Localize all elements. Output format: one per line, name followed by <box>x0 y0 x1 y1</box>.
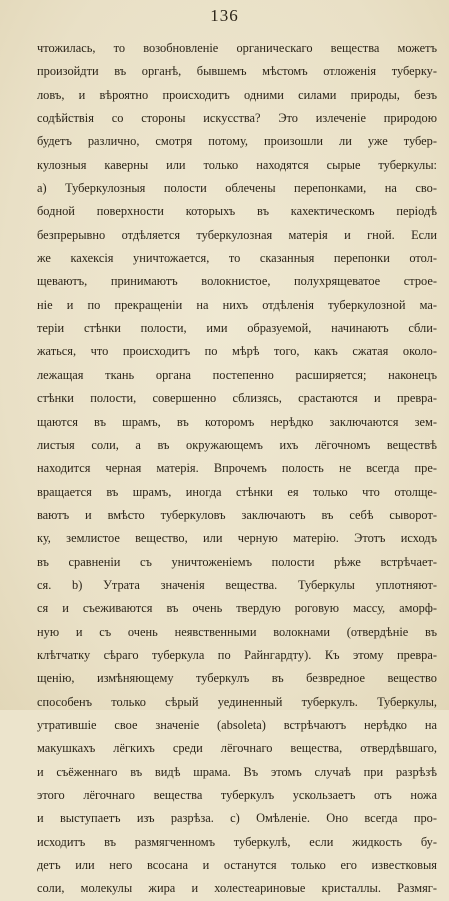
text-line: бодной поверхности которыхъ въ кахектическомъ періодѣ <box>37 204 437 219</box>
body-text <box>37 37 437 901</box>
text-line: ловъ, и вѣроятно происходитъ одними силами природы, безъ <box>37 87 437 102</box>
text-line: ваютъ и вмѣсто туберкуловъ заключаютъ въ себѣ сыворот- <box>37 507 437 522</box>
text-line: кулозныя каверны или только находятся сырые туберкулы: <box>37 157 437 172</box>
text-line: щенію, измѣняющему туберкулъ въ безвредное вещество <box>37 671 437 686</box>
text-line: ніе и по прекращеніи на нихъ отдѣленія туберкулозной ма- <box>37 297 437 312</box>
text-line: и съёженнаго въ видѣ шрама. Въ этомъ случаѣ при разрѣзѣ <box>37 764 437 779</box>
text-line: теріи стѣнки полости, ими образуемой, начинаютъ сбли- <box>37 321 437 336</box>
text-line: соли, молекулы жира и холестеариновые кристаллы. Размяг- <box>37 881 437 896</box>
text-line: будетъ различно, смотря потому, произошли ли уже тубер- <box>37 134 437 149</box>
text-line: утратившіе свое значеніе (absoleta) встрѣчаютъ нерѣдко на <box>37 717 437 732</box>
text-line: и выступаетъ изъ разрѣза. с) Омѣленіе. Оно всегда про- <box>37 811 437 826</box>
text-line: произойдти въ органѣ, бывшемъ мѣстомъ отложенія туберку- <box>37 64 437 79</box>
text-line: щеваютъ, принимаютъ волокнистое, полухрящеватое строе- <box>37 274 437 289</box>
text-line: содѣйствія со стороны искусства? Это излеченіе природою <box>37 111 437 126</box>
text-line: детъ или него всосана и останутся только его известковыя <box>37 858 437 873</box>
text-line: ку, землистое вещество, или черную матерію. Этотъ исходъ <box>37 531 437 546</box>
text-line: ся и съеживаются въ очень твердую роговую массу, аморф- <box>37 601 437 616</box>
text-line: же кахексія уничтожается, то сказанныя перепонки отол- <box>37 251 437 266</box>
text-line: въ сравненіи съ уничтоженіемъ полости рѣже встрѣчает- <box>37 554 437 569</box>
text-line: клѣтчатку сѣраго туберкула по Райнгардту). Къ этому превра- <box>37 647 437 662</box>
text-line: макушкахъ лёгкихъ среди лёгочнаго вещества, отвердѣвшаго, <box>37 741 437 756</box>
text-line: ся. b) Утрата значенія вещества. Туберкулы уплотняют- <box>37 577 437 592</box>
text-line: безпрерывно отдѣляется туберкулозная матерія и гной. Если <box>37 227 437 242</box>
text-line: а) Туберкулозныя полости облечены перепонками, на сво- <box>37 181 437 196</box>
text-line: лежащая ткань органа постепенно расширяется; наконецъ <box>37 367 437 382</box>
text-line: вращается въ шрамъ, иногда стѣнки ея только что отолще- <box>37 484 437 499</box>
text-line: стѣнки полости, совершенно сблизясь, срастаются и превра- <box>37 391 437 406</box>
text-line: этого лёгочнаго вещества туберкулъ ускользаетъ отъ ножа <box>37 788 437 802</box>
text-line: щаются въ шрамъ, въ которомъ нерѣдко заключаются зем- <box>37 414 437 429</box>
text-line: способенъ только сѣрый уединенный туберкулъ. Туберкулы, <box>37 694 437 709</box>
text-line: листыя соли, а въ окружающемъ ихъ лёгочномъ веществѣ <box>37 437 437 452</box>
text-line: жаться, что происходитъ по мѣрѣ того, какъ сжатая около- <box>37 344 437 359</box>
text-line: чтожилась, то возобновленіе органическаго вещества можетъ <box>37 41 437 55</box>
text-line: ную и съ очень неявственными волокнами (отвердѣніе въ <box>37 624 437 639</box>
page-number: 136 <box>210 6 239 25</box>
text-line: исходитъ въ размягченномъ туберкулѣ, если жидкость бу- <box>37 834 437 849</box>
text-line: находится черная матерія. Впрочемъ полость не всегда пре- <box>37 461 437 476</box>
